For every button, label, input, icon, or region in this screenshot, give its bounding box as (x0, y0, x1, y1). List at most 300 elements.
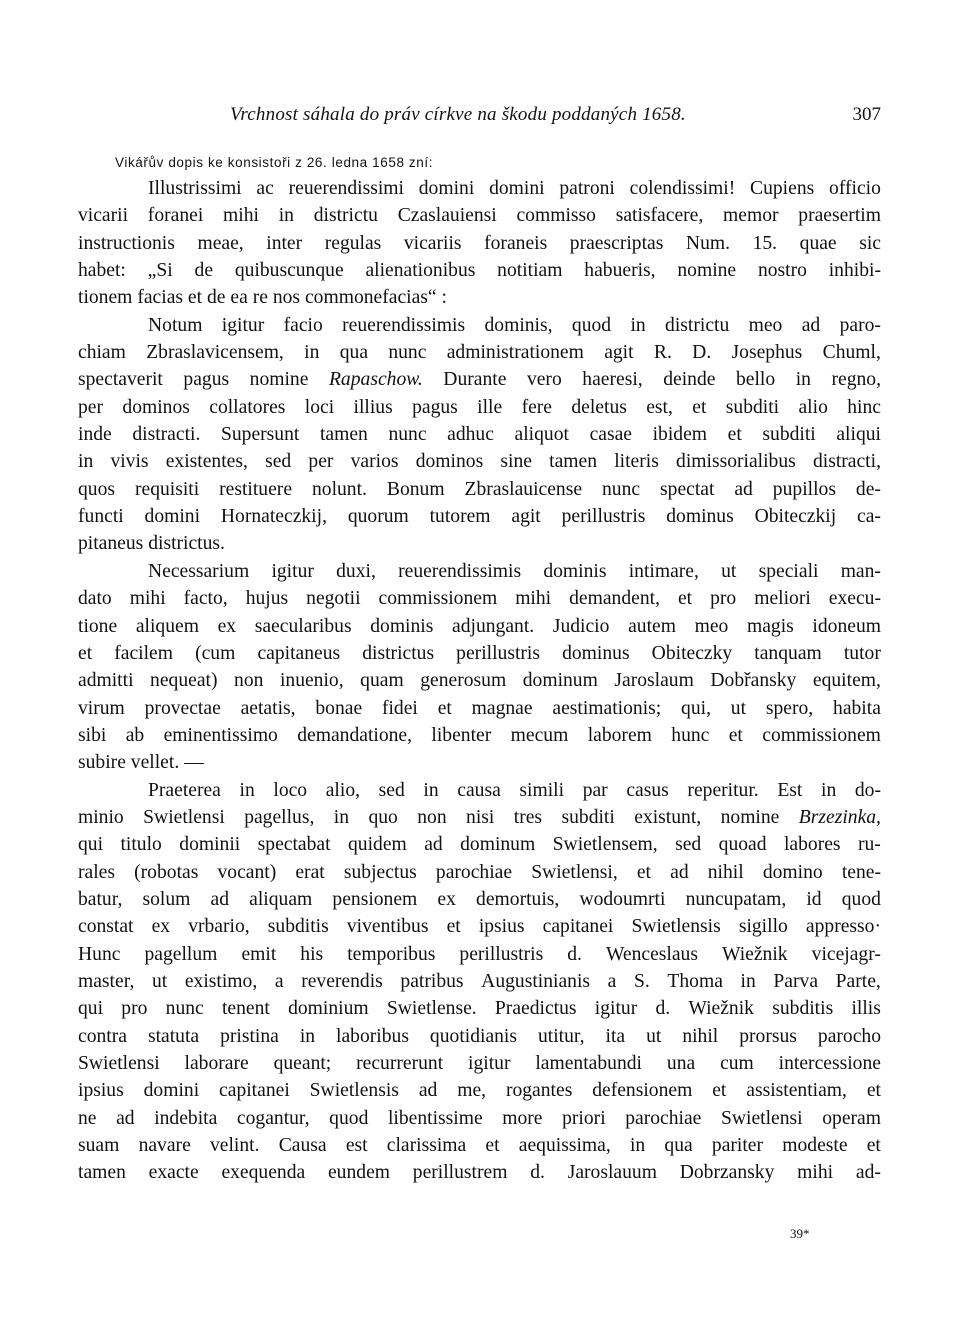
word: alienationibus (365, 260, 476, 282)
word: laboribus (336, 1025, 409, 1047)
word: ad (801, 314, 821, 336)
word: idoneum (812, 615, 881, 637)
word: contra (78, 1025, 127, 1047)
word: vellet. (130, 752, 180, 774)
word: agit (604, 342, 634, 364)
word: capitanei (542, 916, 614, 938)
word: master, (78, 970, 135, 992)
text-line (78, 558, 881, 585)
word: et (728, 724, 743, 746)
word: paro- (839, 314, 881, 336)
word: exequenda (221, 1162, 306, 1184)
word: distracti, (812, 451, 881, 473)
word: eminentissimo (163, 724, 278, 746)
word: dominos (415, 451, 484, 473)
word: quod (571, 314, 612, 336)
word: utitur, (537, 1025, 585, 1047)
word: mecum (510, 724, 569, 746)
word: re (252, 287, 268, 309)
word: sigillo (738, 916, 788, 938)
word: ea (230, 287, 248, 309)
word: qua (339, 342, 369, 364)
word: Czaslauiensi (397, 205, 497, 227)
word: collatores (209, 396, 286, 418)
word: in (333, 806, 350, 828)
word: quae (799, 232, 837, 254)
word: facto, (183, 588, 228, 610)
text-line (78, 284, 881, 311)
word: nihil (682, 1025, 719, 1047)
word: nos (272, 287, 301, 309)
word: et (78, 642, 93, 664)
word: vivis (110, 451, 149, 473)
word: Notum (148, 314, 203, 336)
word: quos (78, 478, 116, 500)
word: capitaneus (257, 642, 341, 664)
word: assistentiam, (746, 1080, 847, 1102)
word: quod (329, 1107, 369, 1129)
word: Swietlensi (143, 806, 225, 828)
text-line (78, 503, 881, 530)
word: et (446, 916, 461, 938)
word: Dobřansky (710, 670, 797, 692)
word: a (607, 970, 617, 992)
word: ipsius (478, 916, 525, 938)
text-line (78, 749, 881, 776)
word: aestimationis; (552, 697, 662, 719)
word: „Si (147, 260, 173, 282)
word: igitur (271, 560, 314, 582)
text-line (78, 230, 881, 257)
word: distracti. (132, 424, 201, 446)
word: alio, (325, 779, 361, 801)
word: districtus. (148, 533, 225, 555)
body-text (78, 175, 881, 1187)
word: perillustris (456, 642, 540, 664)
word: perillustrem (412, 1162, 508, 1184)
text-line (78, 312, 881, 339)
word: inde (78, 424, 112, 446)
word: libenter (431, 724, 492, 746)
text-line (78, 175, 881, 202)
word: facilem (114, 642, 173, 664)
text-line (78, 448, 881, 475)
word: quam (360, 670, 404, 692)
word: satisfacere, (615, 205, 704, 227)
word: quidem (347, 834, 407, 856)
word: ut (721, 560, 737, 582)
word: tamen (78, 1162, 126, 1184)
word: dimissorialibus (676, 451, 796, 473)
text-line (78, 804, 881, 831)
word: non (417, 806, 447, 828)
text-line (78, 257, 881, 284)
word: ad (424, 834, 443, 856)
word: ad- (855, 1162, 881, 1184)
word: velint. (209, 1135, 260, 1157)
word: erat (295, 861, 325, 883)
signature-mark: 39* (790, 1226, 810, 1241)
word: temporibus (347, 943, 436, 965)
word: Necessarium (148, 560, 250, 582)
word: quo (368, 806, 398, 828)
word: tione (78, 615, 118, 637)
word: et (866, 1135, 881, 1157)
word: magnae (471, 697, 533, 719)
word: in (740, 970, 756, 992)
word: subditi (762, 424, 816, 446)
word: ab (125, 724, 145, 746)
word: emit (241, 943, 277, 965)
word: nunc (388, 342, 427, 364)
word: ex (217, 615, 237, 637)
word: quibuscunque (234, 260, 344, 282)
word: dominum (460, 834, 536, 856)
word: exacte (148, 1162, 199, 1184)
word: commonefacias“ (304, 287, 437, 309)
word: in (278, 205, 294, 227)
word: subjectus (343, 861, 417, 883)
word: (robotas (134, 861, 199, 883)
word: aliquot (514, 424, 569, 446)
word: notitiam (497, 260, 563, 282)
word: tanquam (754, 642, 822, 664)
word: in (821, 779, 837, 801)
word: Est (777, 779, 803, 801)
word: perillustris (561, 506, 646, 528)
word: pro (710, 588, 737, 610)
word: 15. (752, 232, 778, 254)
word: ad (670, 861, 689, 883)
word: tutor (843, 642, 881, 664)
word: existimo, (184, 970, 258, 992)
word: facias (137, 287, 184, 309)
word: deinde (663, 369, 716, 391)
word: simili (519, 779, 565, 801)
word: parocho (817, 1025, 881, 1047)
text-line (78, 859, 881, 886)
word: est (345, 1135, 368, 1157)
word: Wiežnik (722, 943, 788, 965)
word: qui (78, 998, 104, 1020)
word: igitur (221, 314, 265, 336)
word: Dobrzansky (679, 1162, 775, 1184)
text-line (78, 1159, 881, 1186)
text-line (78, 366, 881, 393)
word: administrationem (446, 342, 584, 364)
word: Zbraslavicensem, (146, 342, 284, 364)
word: Wenceslaus (605, 943, 698, 965)
word: tene- (841, 861, 881, 883)
word: nostro (757, 260, 807, 282)
text-line (78, 476, 881, 503)
word: dominum (522, 670, 598, 692)
word: Parva (773, 970, 819, 992)
text-line (78, 831, 881, 858)
word: officio (829, 178, 881, 199)
word: habita (833, 697, 881, 719)
word: ad (210, 888, 230, 910)
word: negotii (306, 588, 361, 610)
word: quorum (347, 506, 409, 528)
word: in (795, 369, 811, 391)
word: haeresi, (582, 369, 643, 391)
word: mihi (223, 205, 259, 227)
text-line (78, 421, 881, 448)
text-line (78, 339, 881, 366)
word: man- (840, 560, 881, 582)
word: his (300, 943, 324, 965)
word: Praedictus (494, 998, 577, 1020)
word: illis (851, 998, 881, 1020)
word: reuerendissimis (342, 314, 466, 336)
word: sed (265, 451, 292, 473)
word: pensionem (332, 888, 418, 910)
word: solum (142, 888, 191, 910)
word: districtu (665, 314, 730, 336)
text-line (78, 202, 881, 229)
word: id (806, 888, 822, 910)
word: vocant) (217, 861, 277, 883)
word: Chuml, (822, 342, 881, 364)
word: Num. (685, 232, 731, 254)
word: subire (78, 752, 126, 774)
word: et (727, 424, 742, 446)
word: demortuis, (476, 888, 560, 910)
word: tionem (78, 287, 133, 309)
word: foranei (147, 205, 204, 227)
word: pariter (711, 1135, 764, 1157)
word: Wiežnik (688, 998, 754, 1020)
word: qui (78, 834, 104, 856)
word: nomine (677, 260, 737, 282)
word: ca- (857, 506, 881, 528)
word: casus (626, 779, 669, 801)
word: in (629, 1135, 646, 1157)
word: ad (116, 1107, 135, 1129)
word: d. (655, 998, 671, 1020)
word: magis (746, 615, 794, 637)
word: aliquam (249, 888, 313, 910)
word: sed (675, 834, 702, 856)
text-line (78, 394, 881, 421)
word: inuenio, (279, 670, 344, 692)
word: — (184, 752, 204, 774)
word: in (423, 779, 439, 801)
word: laborare (184, 1053, 249, 1074)
word: in (299, 1025, 316, 1047)
word: commisso (516, 205, 596, 227)
word: praesertim (798, 205, 881, 227)
word: de- (855, 478, 881, 500)
word: igitur (594, 998, 638, 1020)
word: me, (457, 1080, 487, 1102)
word: navare (138, 1135, 191, 1157)
word: pitaneus (78, 533, 144, 555)
word: inter (266, 232, 303, 254)
word: Illustrissimi (148, 178, 242, 199)
word: reuerendissimis (398, 560, 522, 582)
word: casae (589, 424, 632, 446)
word: vrbario, (188, 916, 250, 938)
word: Swietlensi (78, 1053, 160, 1074)
word: perillustris (459, 943, 544, 965)
word: Zbraslauicense (464, 478, 583, 500)
word: equitem, (812, 670, 881, 692)
word: non (234, 670, 264, 692)
word: constat (78, 916, 134, 938)
word: fere (521, 396, 553, 418)
word: d. (567, 943, 582, 965)
word: existentes, (165, 451, 248, 473)
word: cogantur, (236, 1107, 310, 1129)
word: meo (694, 615, 729, 637)
word: demandatione, (297, 724, 413, 746)
word: virum (78, 697, 125, 719)
word: mihi (129, 588, 166, 610)
word: in (239, 779, 255, 801)
word: loci (304, 396, 335, 418)
word: (cum (195, 642, 236, 664)
word: Augustinianis (481, 970, 591, 992)
text-line (78, 1132, 881, 1159)
word: dato (78, 588, 112, 610)
word: colendissimi! (629, 178, 736, 199)
word: adjungant. (452, 615, 535, 637)
text-line (78, 530, 881, 557)
word: Swietlensis (309, 1080, 399, 1102)
word: saecularibus (254, 615, 352, 637)
running-head (78, 100, 881, 130)
word: requisiti (134, 478, 200, 500)
word: ille (477, 396, 503, 418)
text-line (78, 1050, 881, 1077)
word: de (206, 287, 226, 309)
word: operam (822, 1107, 881, 1129)
word: dominos (122, 396, 190, 418)
word: meliori (754, 588, 811, 610)
word: nunc (601, 478, 641, 500)
word: ne (78, 1107, 97, 1129)
word: wodoumrti (579, 888, 666, 910)
word: spectat (660, 478, 715, 500)
word: literis (614, 451, 659, 473)
word: memor (723, 205, 779, 227)
word: loco (273, 779, 308, 801)
word: do- (854, 779, 881, 801)
word: clarissima (386, 1135, 467, 1157)
text-line (78, 1105, 881, 1132)
text-line (78, 1023, 881, 1050)
word: d. (530, 1162, 545, 1184)
word: Swietlensem, (552, 834, 658, 856)
text-line (78, 722, 881, 749)
word: alio (798, 396, 828, 418)
word: patribus (400, 970, 464, 992)
word: sic (859, 232, 881, 254)
word: reverendis (301, 970, 383, 992)
word: foraneis (484, 232, 548, 254)
word: habueris, (584, 260, 656, 282)
word: quoad (718, 834, 767, 856)
word: meo (748, 314, 783, 336)
word: agit (511, 506, 541, 528)
word: in (630, 314, 646, 336)
word: demandent, (569, 588, 660, 610)
word: subditis (772, 998, 834, 1020)
word: Judicio (552, 615, 610, 637)
word: et (712, 1080, 727, 1102)
word: pagellus, (244, 806, 315, 828)
word: dominium (288, 998, 369, 1020)
word: Causa (278, 1135, 327, 1157)
text-line (78, 941, 881, 968)
word: Jaroslaum (614, 670, 694, 692)
word: subditis (267, 916, 329, 938)
word: nihil (707, 861, 744, 883)
word: domini (143, 1080, 200, 1102)
text-line (78, 968, 881, 995)
word: functi (78, 506, 124, 528)
word: nomine (249, 369, 309, 391)
word: ut (646, 1025, 662, 1047)
word: pagus (183, 369, 230, 391)
word: Swietlense. (386, 998, 477, 1020)
word: existunt, (634, 806, 702, 828)
word: parochiae (625, 1107, 702, 1129)
word: eundem (327, 1162, 391, 1184)
word: pagus (412, 396, 458, 418)
text-line (78, 777, 881, 804)
word: batur, (78, 888, 123, 910)
word: rogantes (505, 1080, 573, 1102)
word: per (308, 451, 334, 473)
word: commissionem (762, 724, 881, 746)
word: regulas (324, 232, 382, 254)
word: ad (734, 478, 753, 500)
word: tutorem (429, 506, 491, 528)
word: domini (144, 506, 201, 528)
word: spectaverit (78, 369, 163, 391)
word: D. (692, 342, 712, 364)
word: speciali (758, 560, 819, 582)
word: spectabat (257, 834, 331, 856)
word: Swietlensi (720, 1107, 803, 1129)
word: lamentabundi (535, 1053, 643, 1074)
word: vero (526, 369, 562, 391)
word: domino (762, 861, 823, 883)
word: dominii (179, 834, 241, 856)
word: appresso· (805, 916, 881, 938)
word: dominis, (484, 314, 553, 336)
word: aliqui (836, 424, 881, 446)
word: Durante (443, 369, 507, 391)
word: titulo (120, 834, 162, 856)
word: tres (513, 806, 543, 828)
word: cum (720, 1053, 754, 1074)
word: nuncupatam, (685, 888, 787, 910)
word: duxi, (336, 560, 376, 582)
word: dominis (543, 560, 607, 582)
word: sed (378, 779, 405, 801)
word: nunc (165, 998, 204, 1020)
word: provectae (144, 697, 221, 719)
word: dominus (562, 642, 630, 664)
text-line (78, 613, 881, 640)
word: nisi (466, 806, 495, 828)
text-line (78, 995, 881, 1022)
word: tamen (549, 451, 598, 473)
